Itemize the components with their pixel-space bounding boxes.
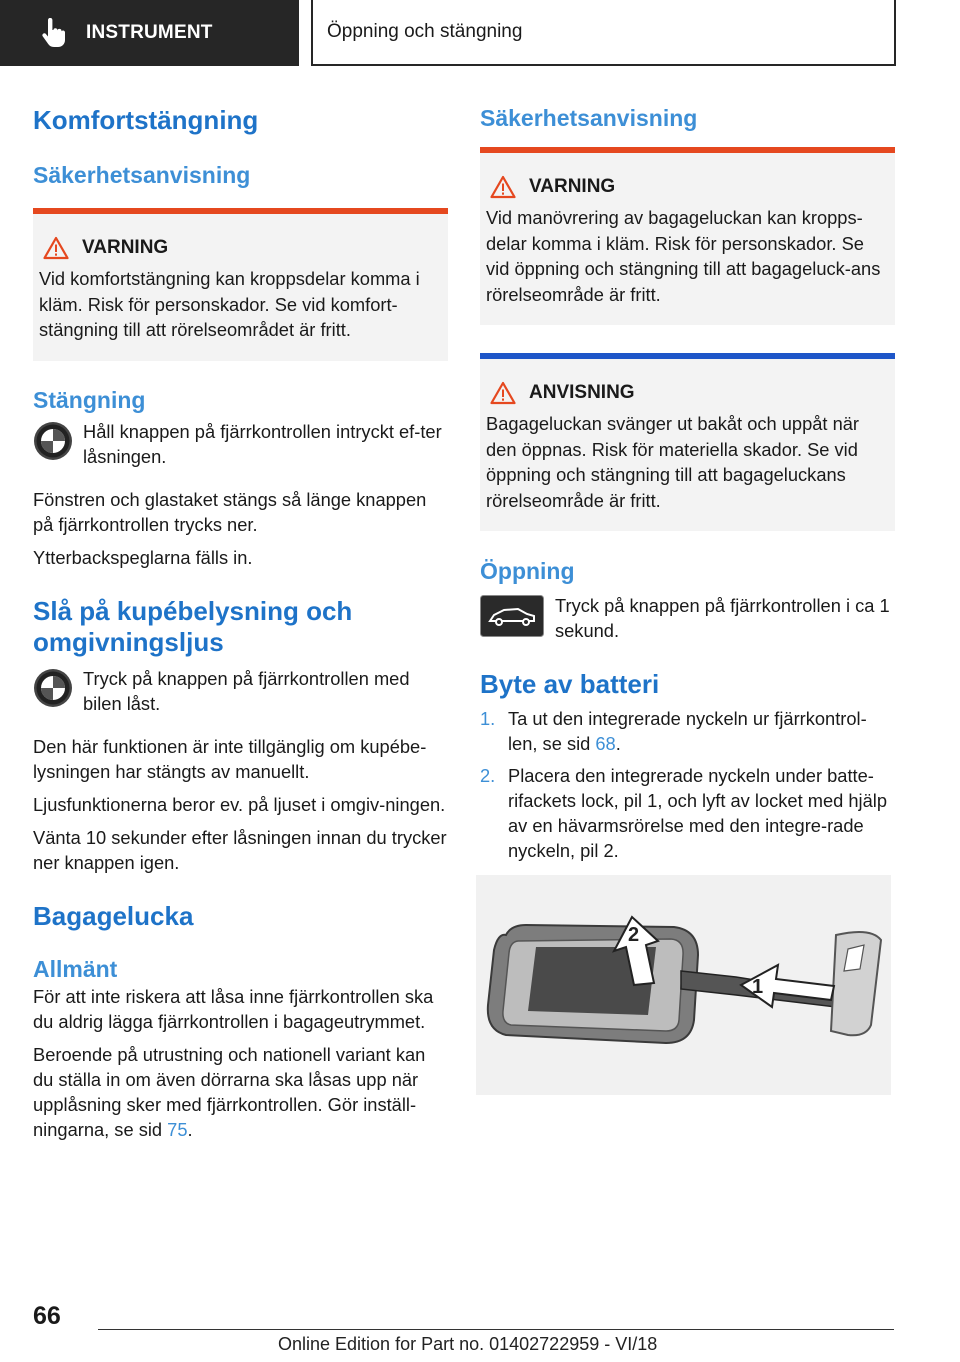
arrow-label-1: 1 (752, 976, 764, 998)
warning-box (33, 208, 448, 361)
warning-triangle-icon (490, 175, 516, 199)
chapter-title: Öppning och stängning (327, 21, 523, 42)
battery-steps (480, 706, 895, 863)
page-link-68[interactable]: 68 (595, 733, 616, 754)
heading-interior-light: Slå på kupébelysning och omgivningsljus (33, 595, 353, 657)
trunk-button-icon (480, 595, 544, 637)
bmw-logo-button-icon (33, 668, 73, 708)
light-para-unavailable: Den här funktionen är inte tillgänglig om kupébe-lysningen har stängts av manuellt. (33, 735, 427, 782)
notice-text: Bagageluckan svänger ut bakåt och uppåt när den öppnas. Risk för materiella skador. Se vid öppning och stängning till att bagageluckans rörelseområde är fritt. (486, 413, 859, 511)
heading-trunk: Bagagelucka (33, 900, 194, 931)
warning-box-trunk (480, 147, 895, 325)
key-battery-illustration (476, 875, 891, 1095)
page-link-75[interactable]: 75 (167, 1118, 188, 1140)
trunk-para-settings: Beroende på utrustning och nationell variant kan du ställa in om även dörrarna ska låsas upp när upplåsning sker med fjärrkontrollen. Gör inställ-ningarna, se sid 75. (33, 1043, 426, 1140)
opening-key-instruction (480, 593, 895, 643)
trunk-para-keep-remote: För att inte riskera att låsa inne fjärrkontrollen ska du aldrig lägga fjärrkontrollen i bagageutrymmet. (33, 985, 434, 1032)
section-title: INSTRUMENT (86, 22, 213, 43)
footer-divider (98, 1329, 894, 1330)
warning-label: VARNING (82, 237, 169, 258)
closing-key-text: Håll knappen på fjärrkontrollen intryckt ef-ter låsningen. (83, 420, 442, 467)
light-key-instruction (33, 666, 448, 716)
heading-comfort-closing: Komfortstängning (33, 105, 259, 135)
closing-para-mirrors: Ytterbackspeglarna fälls in. (33, 546, 253, 568)
notice-box (480, 353, 895, 531)
heading-closing: Stängning (33, 386, 146, 413)
light-para-wait: Vänta 10 sekunder efter låsningen innan du trycker ner knappen igen. (33, 826, 447, 873)
warning-text: Vid komfortstängning kan kroppsdelar komma i kläm. Risk för personskador. Se vid komfort-stängning till att rörelseområdet är fritt. (39, 268, 420, 340)
warning-triangle-icon (490, 381, 516, 405)
opening-key-text: Tryck på knappen på fjärrkontrollen i ca 1 sekund. (555, 595, 890, 641)
light-para-ambient: Ljusfunktionerna beror ev. på ljuset i omgiv-ningen. (33, 793, 446, 815)
right-column (480, 100, 895, 863)
page-number: 66 (33, 1302, 61, 1330)
heading-safety: Säkerhetsanvisning (33, 162, 251, 188)
header-section-tab (0, 0, 299, 66)
heading-battery: Byte av batteri (480, 669, 660, 699)
footer-edition: Online Edition for Part no. 01402722959 - VI/18 (278, 1334, 658, 1354)
header-chapter-tab (311, 0, 896, 66)
closing-key-instruction (33, 419, 448, 469)
arrow-label-2: 2 (628, 924, 640, 946)
pointing-hand-icon (40, 18, 66, 48)
bmw-logo-button-icon (33, 421, 73, 461)
warning-triangle-icon (43, 236, 69, 260)
heading-general: Allmänt (33, 955, 118, 982)
closing-para-windows: Fönstren och glastaket stängs så länge knappen på fjärrkontrollen trycks ner. (33, 488, 427, 535)
remote-key-drawing (476, 875, 891, 1095)
list-item: 2. Placera den integrerade nyckeln under batte-rifackets lock, pil 1, och lyft av locket med hjälp av en hävarmsrörelse med den integre-rade nyckeln, pil 2. (480, 765, 887, 861)
notice-label: ANVISNING (529, 382, 635, 403)
warning-label: VARNING (529, 176, 616, 197)
heading-opening: Öppning (480, 558, 575, 584)
warning-text: Vid manövrering av bagageluckan kan kropps-delar komma i kläm. Risk för personskador. Se vid öppning och stängning till att bagageluck-ans rörelseområde är fritt. (486, 207, 881, 305)
light-key-text: Tryck på knappen på fjärrkontrollen med bilen låst. (83, 667, 410, 714)
left-column (33, 100, 448, 1142)
list-item: 1. Ta ut den integrerade nyckeln ur fjärrkontrol-len, se sid 68. (480, 708, 867, 754)
heading-safety-trunk: Säkerhetsanvisning (480, 105, 698, 131)
